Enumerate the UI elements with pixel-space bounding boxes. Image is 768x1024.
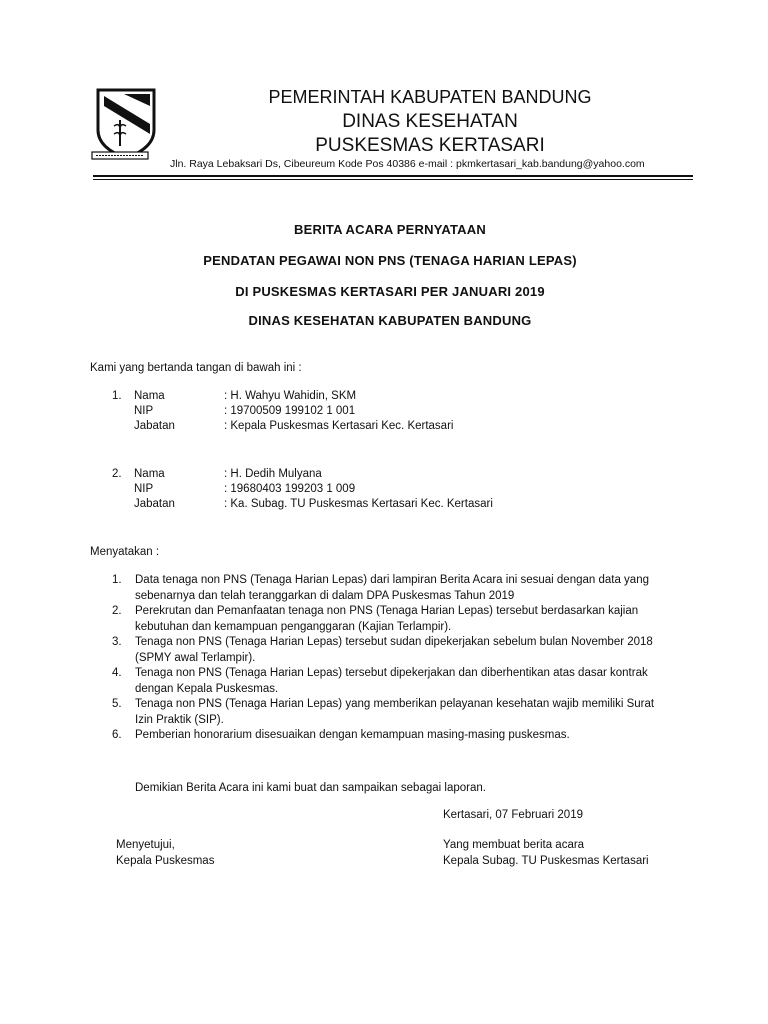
statement-text: Tenaga non PNS (Tenaga Harian Lepas) tersebut dipekerjakan dan diberhentikan atas dasar kontrak (135, 667, 648, 679)
bandung-regency-crest-icon (90, 86, 162, 164)
list-number: 6. (112, 729, 122, 741)
letterhead-address: Jln. Raya Lebaksari Ds, Cibeureum Kode Pos 40386 e-mail : pkmkertasari_kab.bandung@yahoo.com (170, 158, 645, 170)
statement-text: Perekrutan dan Pemanfaatan tenaga non PNS (Tenaga Harian Lepas) tersebut berdasarkan kajian (135, 605, 639, 617)
intro-text: Kami yang bertanda tangan di bawah ini : (90, 362, 302, 374)
author-title: Kepala Subag. TU Puskesmas Kertasari (443, 855, 649, 867)
statement-text-cont: (SPMY awal Terlampir). (135, 651, 256, 664)
declaration-heading: Menyatakan : (90, 546, 160, 558)
letterhead-government: PEMERINTAH KABUPATEN BANDUNG (268, 87, 592, 107)
letterhead-office: PUSKESMAS KERTASARI (315, 135, 545, 156)
list-item (112, 604, 712, 635)
document-subtitle-3: DINAS KESEHATAN KABUPATEN BANDUNG (248, 313, 532, 328)
document-subtitle-2: DI PUSKESMAS KERTASARI PER JANUARI 2019 (235, 284, 545, 299)
statement-text-cont: dengan Kepala Puskesmas. (135, 682, 279, 695)
statement-text: Data tenaga non PNS (Tenaga Harian Lepas) dari lampiran Berita Acara ini sesuai dengan data yang (135, 574, 649, 586)
list-item (112, 666, 712, 697)
signatory-number: 2. (112, 468, 122, 480)
statement-text-cont: sebenarnya dan telah teranggarkan di dalam DPA Puskesmas Tahun 2019 (135, 589, 515, 602)
name-label: Nama (134, 390, 165, 402)
list-number: 1. (112, 574, 122, 586)
place-date: Kertasari, 07 Februari 2019 (443, 809, 583, 821)
list-number: 4. (112, 667, 122, 679)
name-value: : H. Wahyu Wahidin, SKM (224, 390, 357, 402)
position-value: : Kepala Puskesmas Kertasari Kec. Kertasari (224, 420, 454, 432)
author-label: Yang membuat berita acara (443, 839, 585, 851)
signatory-block-2 (112, 467, 672, 515)
list-number: 2. (112, 605, 122, 617)
signatory-block-1 (112, 389, 672, 437)
signatory-number: 1. (112, 390, 122, 402)
nip-label: NIP (134, 483, 154, 495)
closing-text: Demikian Berita Acara ini kami buat dan sampaikan sebagai laporan. (135, 782, 486, 794)
statement-list (112, 573, 712, 744)
statement-text: Tenaga non PNS (Tenaga Harian Lepas) tersebut sudan dipekerjakan sebelum bulan November 2018 (135, 636, 653, 648)
approval-label: Menyetujui, (116, 839, 175, 851)
statement-text-cont: kebutuhan dan kemampuan penganggaran (Kajian Terlampir). (135, 620, 452, 633)
name-value: : H. Dedih Mulyana (224, 468, 322, 480)
document-subtitle-1: PENDATAN PEGAWAI NON PNS (TENAGA HARIAN LEPAS) (203, 253, 577, 268)
list-number: 5. (112, 698, 122, 710)
nip-value: : 19700509 199102 1 001 (224, 405, 356, 417)
letterhead-rule-thick (93, 175, 693, 177)
nip-value: : 19680403 199203 1 009 (224, 483, 356, 495)
list-item (112, 573, 712, 604)
position-label: Jabatan (134, 420, 175, 432)
statement-text: Tenaga non PNS (Tenaga Harian Lepas) yang memberikan pelayanan kesehatan wajib memiliki Surat (135, 698, 655, 710)
nip-label: NIP (134, 405, 154, 417)
letterhead-rule-thin (93, 179, 693, 180)
statement-text: Pemberian honorarium disesuaikan dengan kemampuan masing-masing puskesmas. (135, 729, 570, 741)
list-number: 3. (112, 636, 122, 648)
list-item (112, 697, 712, 728)
name-label: Nama (134, 468, 165, 480)
list-item (112, 728, 712, 744)
position-label: Jabatan (134, 498, 175, 510)
letterhead-agency: DINAS KESEHATAN (342, 111, 518, 132)
document-title: BERITA ACARA PERNYATAAN (294, 222, 486, 237)
statement-text-cont: Izin Praktik (SIP). (135, 713, 224, 726)
list-item (112, 635, 712, 666)
approver-title: Kepala Puskesmas (116, 855, 215, 867)
position-value: : Ka. Subag. TU Puskesmas Kertasari Kec. Kertasari (224, 498, 493, 510)
